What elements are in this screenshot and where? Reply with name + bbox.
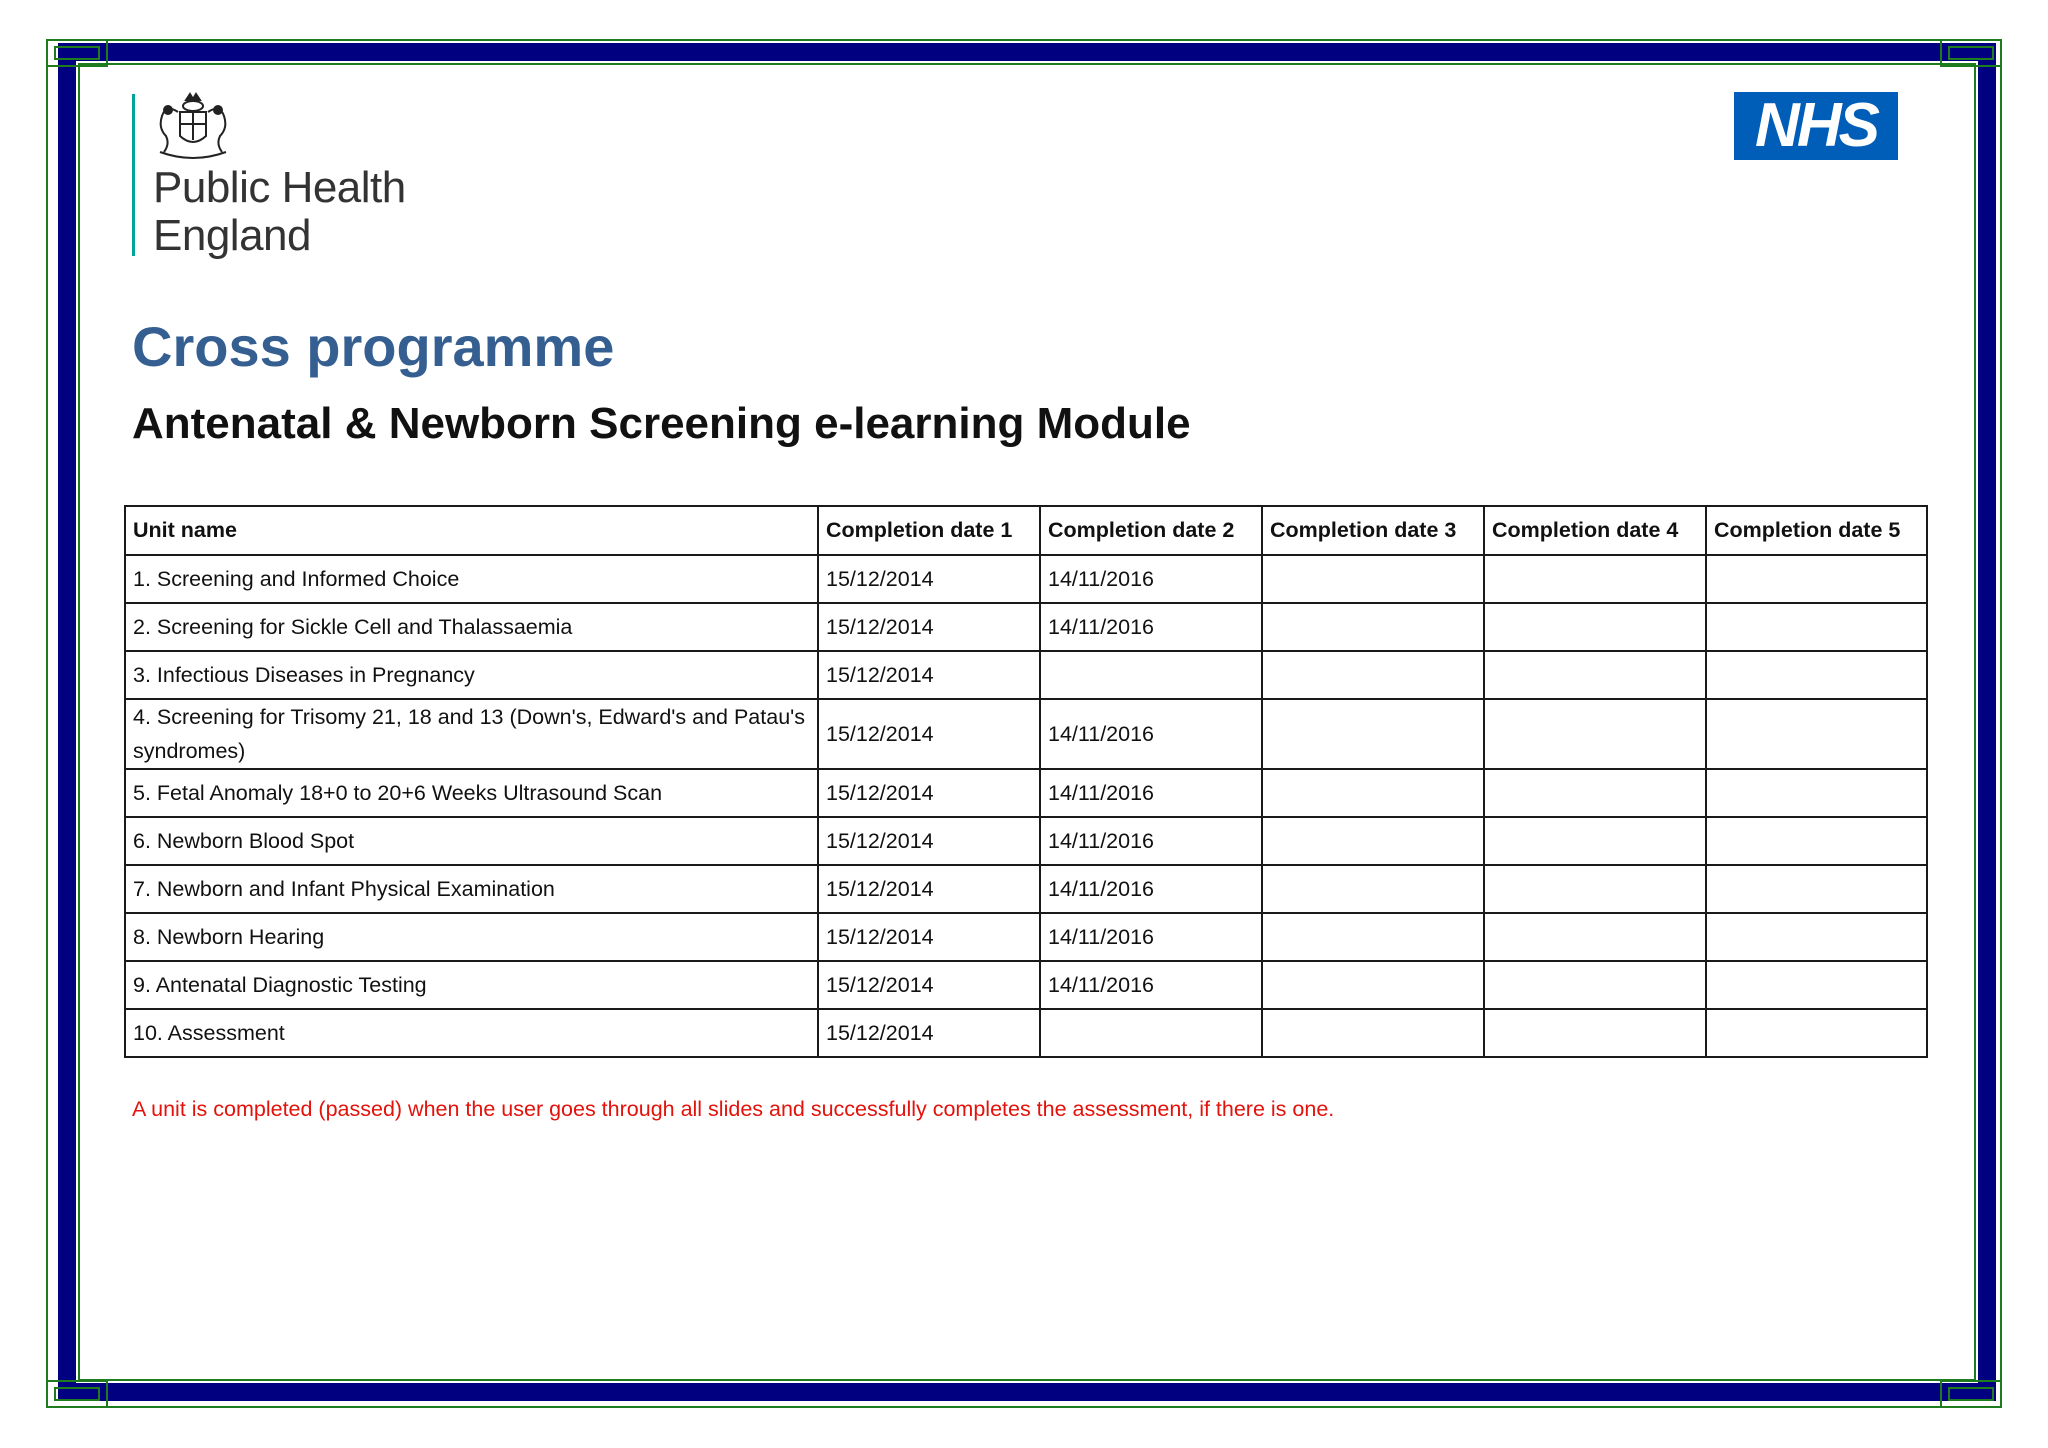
completion-date-cell: 14/11/2016 [1040,961,1262,1009]
table-header-row [125,506,1927,555]
table-row [125,769,1927,817]
unit-name-cell: 8. Newborn Hearing [125,913,818,961]
unit-name-cell: 1. Screening and Informed Choice [125,555,818,603]
completion-date-cell [1706,651,1927,699]
completion-date-cell: 14/11/2016 [1040,913,1262,961]
organisation-name [153,164,406,260]
column-header: Completion date 1 [818,506,1040,555]
completion-date-cell [1040,1009,1262,1057]
completion-date-cell: 14/11/2016 [1040,865,1262,913]
completion-date-cell: 15/12/2014 [818,961,1040,1009]
page-title: Cross programme [132,315,615,378]
table-row [125,817,1927,865]
completion-date-cell [1706,961,1927,1009]
completion-date-cell [1484,817,1706,865]
completion-date-cell [1262,651,1484,699]
unit-name-cell: 10. Assessment [125,1009,818,1057]
completion-date-cell [1484,1009,1706,1057]
completion-date-cell [1484,769,1706,817]
completion-date-cell: 15/12/2014 [818,1009,1040,1057]
unit-name-cell: 5. Fetal Anomaly 18+0 to 20+6 Weeks Ultrasound Scan [125,769,818,817]
completion-date-cell: 15/12/2014 [818,865,1040,913]
unit-name-cell: 9. Antenatal Diagnostic Testing [125,961,818,1009]
column-header: Completion date 2 [1040,506,1262,555]
completion-date-cell: 14/11/2016 [1040,699,1262,769]
completion-date-cell [1484,651,1706,699]
unit-name-cell: 7. Newborn and Infant Physical Examination [125,865,818,913]
completion-date-cell: 15/12/2014 [818,603,1040,651]
table-row [125,555,1927,603]
column-header: Completion date 3 [1262,506,1484,555]
completion-date-cell [1262,603,1484,651]
completion-date-cell: 14/11/2016 [1040,555,1262,603]
completion-date-cell: 15/12/2014 [818,651,1040,699]
phe-logo [130,92,430,262]
phe-logo-bar [132,94,135,256]
completion-date-cell [1262,913,1484,961]
completion-date-cell: 15/12/2014 [818,699,1040,769]
completion-date-cell [1706,817,1927,865]
completion-date-cell [1262,1009,1484,1057]
table-row [125,913,1927,961]
organisation-name-line-2: England [153,211,311,260]
completion-date-cell [1262,817,1484,865]
completion-date-cell [1262,961,1484,1009]
completion-date-cell [1484,699,1706,769]
completion-date-cell: 14/11/2016 [1040,769,1262,817]
nhs-logo [1734,92,1898,160]
organisation-name-line-1: Public Health [153,163,406,212]
table-row [125,961,1927,1009]
completion-date-cell [1706,603,1927,651]
unit-name-cell: 6. Newborn Blood Spot [125,817,818,865]
completion-date-cell [1484,961,1706,1009]
table-row [125,699,1927,769]
completion-date-cell [1484,555,1706,603]
completion-table [124,505,1928,1058]
completion-date-cell: 15/12/2014 [818,769,1040,817]
module-title: Antenatal & Newborn Screening e-learning Module [132,399,1191,448]
completion-date-cell [1262,865,1484,913]
completion-date-cell: 14/11/2016 [1040,603,1262,651]
completion-date-cell [1262,555,1484,603]
completion-date-cell [1484,603,1706,651]
table-row [125,603,1927,651]
completion-date-cell [1706,1009,1927,1057]
completion-date-cell: 15/12/2014 [818,817,1040,865]
nhs-logo-text: NHS [1755,91,1877,160]
completion-date-cell: 14/11/2016 [1040,817,1262,865]
unit-name-cell: 3. Infectious Diseases in Pregnancy [125,651,818,699]
completion-date-cell [1040,651,1262,699]
completion-date-cell [1262,699,1484,769]
completion-date-cell [1706,865,1927,913]
unit-name-cell: 2. Screening for Sickle Cell and Thalassaemia [125,603,818,651]
completion-date-cell [1706,913,1927,961]
completion-date-cell: 15/12/2014 [818,555,1040,603]
completion-date-cell [1706,699,1927,769]
completion-date-cell [1484,913,1706,961]
completion-date-cell [1484,865,1706,913]
completion-date-cell: 15/12/2014 [818,913,1040,961]
completion-date-cell [1706,555,1927,603]
table-row [125,1009,1927,1057]
table-row [125,865,1927,913]
column-header: Completion date 4 [1484,506,1706,555]
table-row [125,651,1927,699]
royal-crest-icon [150,92,236,166]
completion-footnote: A unit is completed (passed) when the user goes through all slides and successfully completes the assessment, if there is one. [132,1097,1335,1121]
column-header: Completion date 5 [1706,506,1927,555]
completion-date-cell [1262,769,1484,817]
column-header: Unit name [125,506,818,555]
unit-name-cell: 4. Screening for Trisomy 21, 18 and 13 (Down's, Edward's and Patau's syndromes) [125,699,818,769]
completion-date-cell [1706,769,1927,817]
